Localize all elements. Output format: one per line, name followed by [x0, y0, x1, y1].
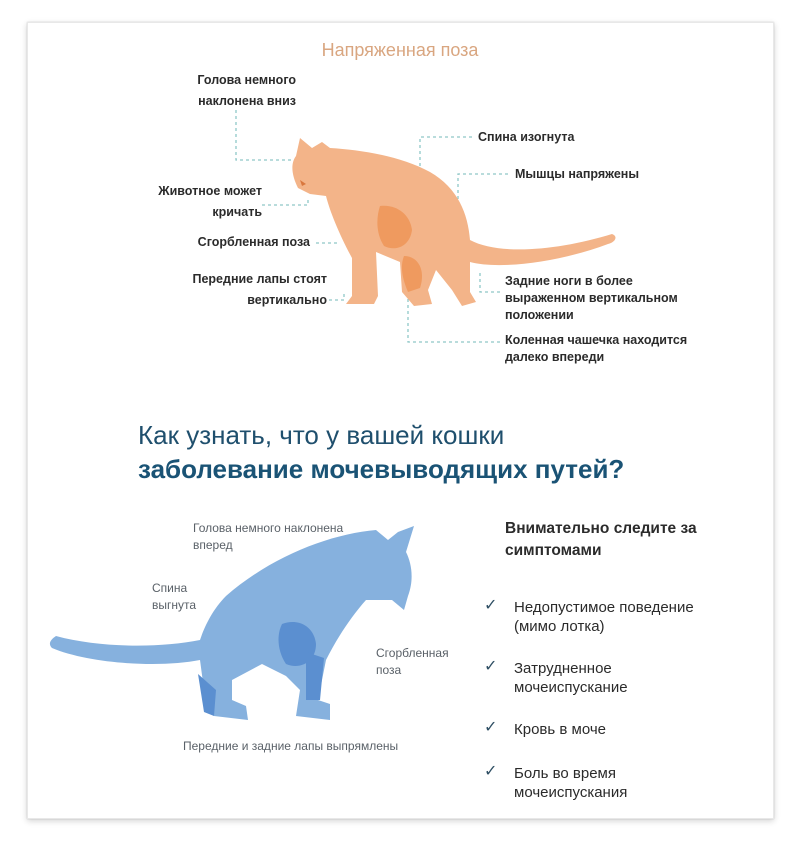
symptom-line1: Недопустимое поведение — [514, 599, 694, 616]
label-hind-legs-line1: Задние ноги в более — [505, 274, 633, 288]
label-kneecap-line1: Коленная чашечка находится — [505, 333, 688, 347]
symptoms-title-line2: симптомами — [505, 542, 602, 559]
label-muscles-tense — [515, 164, 639, 185]
question-line1: Как узнать, что у вашей кошки — [138, 420, 505, 450]
check-icon: ✓ — [484, 763, 498, 780]
label-hind-legs-line2: выраженном вертикальном — [505, 291, 678, 305]
label-may-scream-line1: Животное может — [158, 184, 262, 198]
label-head-tilt-line2: наклонена вниз — [198, 94, 296, 108]
label-hunched-pose — [376, 645, 449, 679]
label-hunched-pose-line1: Сгорбленная — [376, 646, 449, 660]
label-back-bent — [152, 580, 196, 614]
label-hunched-line1: Сгорбленная поза — [197, 235, 310, 249]
label-may-scream — [112, 181, 262, 223]
label-front-legs-line1: Передние лапы стоят — [192, 272, 327, 286]
symptom-text — [514, 598, 774, 636]
question-headline — [138, 418, 624, 486]
label-back-arched — [478, 127, 574, 148]
label-back-arched-line1: Спина изогнута — [478, 130, 575, 144]
symptom-line1: Затрудненное — [514, 660, 612, 677]
label-may-scream-line2: кричать — [212, 205, 262, 219]
leader-muscles — [458, 174, 508, 200]
leader-front-legs — [329, 292, 344, 300]
label-kneecap-line2: далеко впереди — [505, 350, 605, 364]
leader-head — [236, 110, 292, 160]
symptom-text — [514, 659, 774, 697]
label-back-bent-line2: выгнута — [152, 598, 197, 612]
check-icon: ✓ — [484, 658, 498, 675]
symptom-text — [514, 764, 774, 802]
blue-cat-illustration — [50, 526, 414, 720]
label-head-forward-line1: Голова немного наклонена — [193, 521, 344, 535]
leader-scream — [262, 200, 308, 205]
label-hunched — [150, 232, 310, 253]
symptom-line2: мочеиспускания — [514, 784, 628, 801]
leader-back — [420, 137, 472, 172]
label-front-legs-line2: вертикально — [247, 293, 327, 307]
label-head-tilt-line1: Голова немного — [197, 73, 296, 87]
label-hunched-pose-line2: поза — [376, 663, 402, 677]
check-icon: ✓ — [484, 719, 498, 736]
check-icon: ✓ — [484, 597, 498, 614]
label-head-forward-line2: вперед — [193, 538, 233, 552]
posture-title: Напряженная поза — [321, 40, 479, 60]
label-muscles-tense-line1: Мышцы напряжены — [515, 167, 640, 181]
label-hind-legs — [505, 273, 678, 324]
label-head-forward — [193, 520, 343, 554]
symptom-line2: (мимо лотка) — [514, 618, 605, 635]
symptom-line1: Кровь в моче — [514, 721, 606, 738]
label-head-tilt — [150, 70, 296, 112]
symptom-line1: Боль во время — [514, 765, 616, 782]
label-legs-straight: Передние и задние лапы выпрямлены — [183, 739, 399, 753]
label-kneecap — [505, 332, 687, 366]
label-back-bent-line1: Спина — [152, 581, 188, 595]
leader-hind-legs — [480, 270, 500, 292]
question-line2: заболевание мочевыводящих путей? — [138, 454, 625, 484]
label-hind-legs-line3: положении — [505, 308, 574, 322]
symptom-text — [514, 720, 774, 739]
symptoms-title — [505, 518, 697, 562]
symptom-line2: мочеиспускание — [514, 679, 628, 696]
symptoms-title-line1: Внимательно следите за — [505, 520, 697, 537]
label-front-legs — [140, 269, 327, 311]
